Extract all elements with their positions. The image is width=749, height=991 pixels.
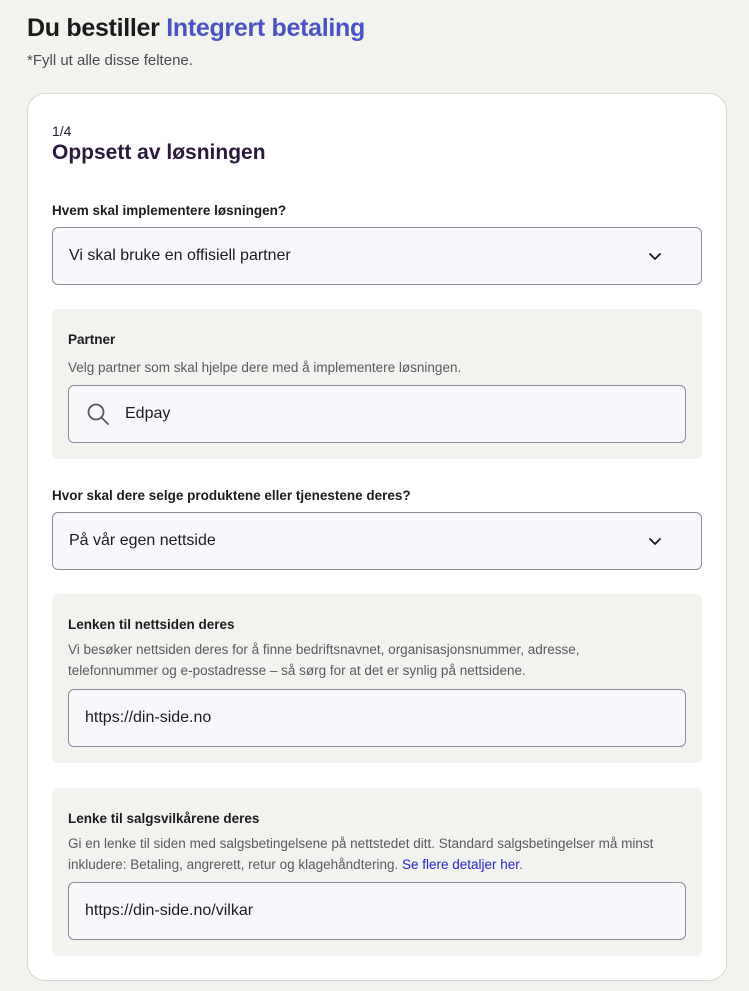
- search-icon: [85, 401, 111, 427]
- implementer-label: Hvem skal implementere løsningen?: [52, 203, 287, 218]
- chevron-down-icon: [647, 533, 663, 549]
- terms-help-text: [68, 833, 668, 875]
- website-label: Lenken til nettsiden deres: [68, 617, 235, 632]
- section-title: Oppsett av løsningen: [52, 141, 266, 164]
- page-title: [27, 14, 365, 43]
- partner-panel: [52, 309, 702, 459]
- website-url-input[interactable]: [68, 689, 686, 747]
- terms-url-value: https://din-side.no/vilkar: [85, 902, 254, 919]
- partner-search-value: Edpay: [125, 405, 171, 422]
- terms-url-input[interactable]: [68, 882, 686, 940]
- order-form-card: [27, 93, 727, 981]
- chevron-down-icon: [647, 248, 663, 264]
- step-indicator: 1/4: [52, 123, 72, 139]
- page-header: [27, 14, 365, 69]
- terms-label: Lenke til salgsvilkårene deres: [68, 811, 260, 826]
- terms-panel: [52, 788, 702, 956]
- partner-help-text: Velg partner som skal hjelpe dere med å implementere løsningen.: [68, 360, 462, 375]
- sales-channel-select-value: På vår egen nettside: [69, 532, 216, 549]
- required-fields-note: *Fyll ut alle disse feltene.: [27, 52, 193, 69]
- page-title-prefix: Du bestiller: [27, 14, 160, 42]
- website-help-text: Vi besøker nettsiden deres for å finne bedriftsnavnet, organisasjonsnummer, adresse, telefonnummer og e-postadresse – så sørg for at det er synlig på nettsidene.: [68, 642, 580, 678]
- sales-channel-select[interactable]: [52, 512, 702, 570]
- terms-details-link[interactable]: Se flere detaljer her: [401, 857, 520, 872]
- sales-channel-label: Hvor skal dere selge produktene eller tjenestene deres?: [52, 488, 411, 503]
- website-url-value: https://din-side.no: [85, 709, 212, 726]
- terms-link-suffix: .: [519, 857, 523, 872]
- product-name: Integrert betaling: [166, 14, 365, 42]
- partner-label: Partner: [68, 332, 116, 347]
- website-panel: [52, 594, 702, 763]
- terms-help-body: Gi en lenke til siden med salgsbetingelsene på nettstedet ditt. Standard salgsbetingelser må minst inkludere: Betaling, angrerett, retur og klagehåndtering.: [68, 836, 654, 872]
- implementer-select-value: Vi skal bruke en offisiell partner: [69, 247, 291, 264]
- partner-search-input[interactable]: [68, 385, 686, 443]
- implementer-select[interactable]: [52, 227, 702, 285]
